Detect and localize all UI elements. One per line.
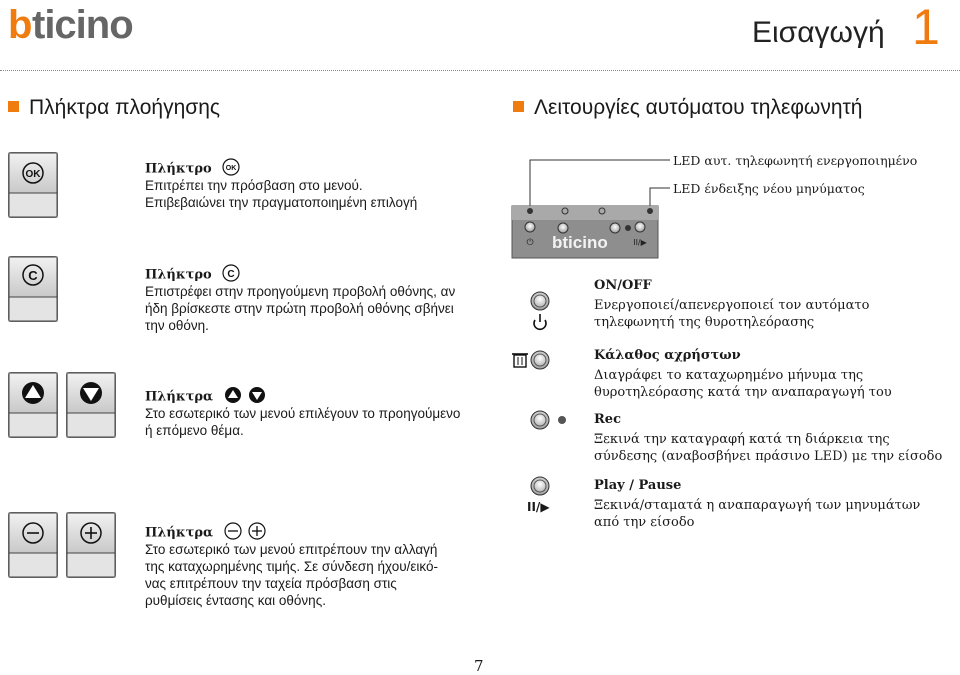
plusminus-keys-desc-4: ρυθμίσεις έντασης και οθόνης.: [145, 593, 326, 608]
page-title: Εισαγωγή: [752, 16, 885, 49]
play-pause-desc-2: από την είσοδο: [594, 515, 695, 530]
arrow-keys-desc-1: Στο εσωτερικό των μενού επιλέγουν το προηγούμενο: [145, 406, 461, 421]
c-key-illustration: [6, 254, 60, 308]
c-key-desc-2: ήδη βρίσκεστε στην πρώτη προβολή οθόνης σβήνει: [145, 301, 454, 316]
plusminus-keys-title: Πλήκτρα: [145, 522, 266, 544]
svg-text:⏻: ⏻: [526, 238, 534, 248]
trash-title: Κάλαθος αχρήστων: [594, 348, 741, 363]
minus-key-illustration: [6, 510, 60, 564]
svg-text:OK: OK: [225, 165, 237, 172]
ok-key-desc-1: Επιτρέπει την πρόσβαση στο μενού.: [145, 178, 363, 193]
ok-key-title: Πλήκτρο OK: [145, 158, 240, 180]
led-callout-new-message: LED ένδειξης νέου μηνύματος: [673, 181, 865, 196]
rec-button-illustration: [528, 408, 574, 437]
panel-brand-label: bticino: [552, 233, 608, 252]
down-key-illustration: [64, 370, 118, 424]
trash-desc-2: θυροτηλεόρασης κατά την αναπαραγωγή του: [594, 385, 892, 400]
plus-key-illustration: [64, 510, 118, 564]
c-key-desc-3: την οθόνη.: [145, 318, 209, 333]
rec-desc-2: σύνδεσης (αναβοσβήνει πράσινο LED) με την είσοδο: [594, 449, 943, 464]
onoff-title: ON/OFF: [594, 278, 652, 293]
header-divider: [0, 70, 960, 71]
rec-desc-1: Ξεκινά την καταγραφή κατά τη διάρκεια της: [594, 432, 890, 447]
bullet-square-icon: [8, 101, 19, 112]
arrow-keys-title: Πλήκτρα: [145, 386, 266, 408]
trash-desc-1: Διαγράφει το καταχωρημένο μήνυμα της: [594, 368, 864, 383]
c-key-title: Πλήκτρο C: [145, 264, 240, 286]
plusminus-keys-desc-1: Στο εσωτερικό των μενού επιτρέπουν την αλλαγή: [145, 542, 438, 557]
onoff-button-illustration: [527, 290, 555, 341]
arrow-keys-desc-2: ή επόμενο θέμα.: [145, 423, 244, 438]
svg-text:II/▶: II/▶: [633, 238, 647, 247]
ok-key-illustration: [6, 150, 60, 204]
svg-text:OK: OK: [25, 169, 41, 180]
svg-text:C: C: [227, 269, 235, 280]
up-key-illustration: [6, 370, 60, 424]
plusminus-keys-desc-3: νας επιτρέπουν την ταχεία πρόσβαση στις: [145, 576, 397, 591]
play-pause-button-illustration: [527, 475, 555, 502]
svg-text:ticino: ticino: [32, 6, 133, 42]
bullet-square-icon: [513, 101, 524, 112]
svg-text:b: b: [8, 6, 32, 42]
play-pause-icon: II/▶: [527, 500, 550, 514]
led-callout-enabled: LED αυτ. τηλεφωνητή ενεργοποιημένο: [673, 153, 918, 168]
play-pause-desc-1: Ξεκινά/σταματά η αναπαραγωγή των μηνυμάτων: [594, 498, 921, 513]
page-number: 7: [474, 657, 484, 675]
trash-button-illustration: [510, 348, 554, 377]
section-heading-answering-machine: Λειτουργίες αυτόματου τηλεφωνητή: [513, 96, 862, 120]
section-heading-navigation: Πλήκτρα πλοήγησης: [8, 96, 220, 120]
plusminus-keys-desc-2: της καταχωρημένης τιμής. Σε σύνδεση ήχου/εικό-: [145, 559, 439, 574]
c-key-desc-1: Επιστρέφει στην προηγούμενη προβολή οθόνης, αν: [145, 284, 456, 299]
chapter-number: 1: [912, 0, 940, 55]
ok-key-desc-2: Επιβεβαιώνει την πραγματοποιημένη επιλογή: [145, 195, 418, 210]
play-pause-title: Play / Pause: [594, 478, 682, 493]
onoff-desc-1: Ενεργοποιεί/απενεργοποιεί τον αυτόματο: [594, 298, 870, 313]
svg-text:C: C: [28, 268, 38, 283]
onoff-desc-2: τηλεφωνητή της θυροτηλεόρασης: [594, 315, 815, 330]
rec-title: Rec: [594, 412, 621, 427]
bticino-logo: [8, 6, 200, 42]
